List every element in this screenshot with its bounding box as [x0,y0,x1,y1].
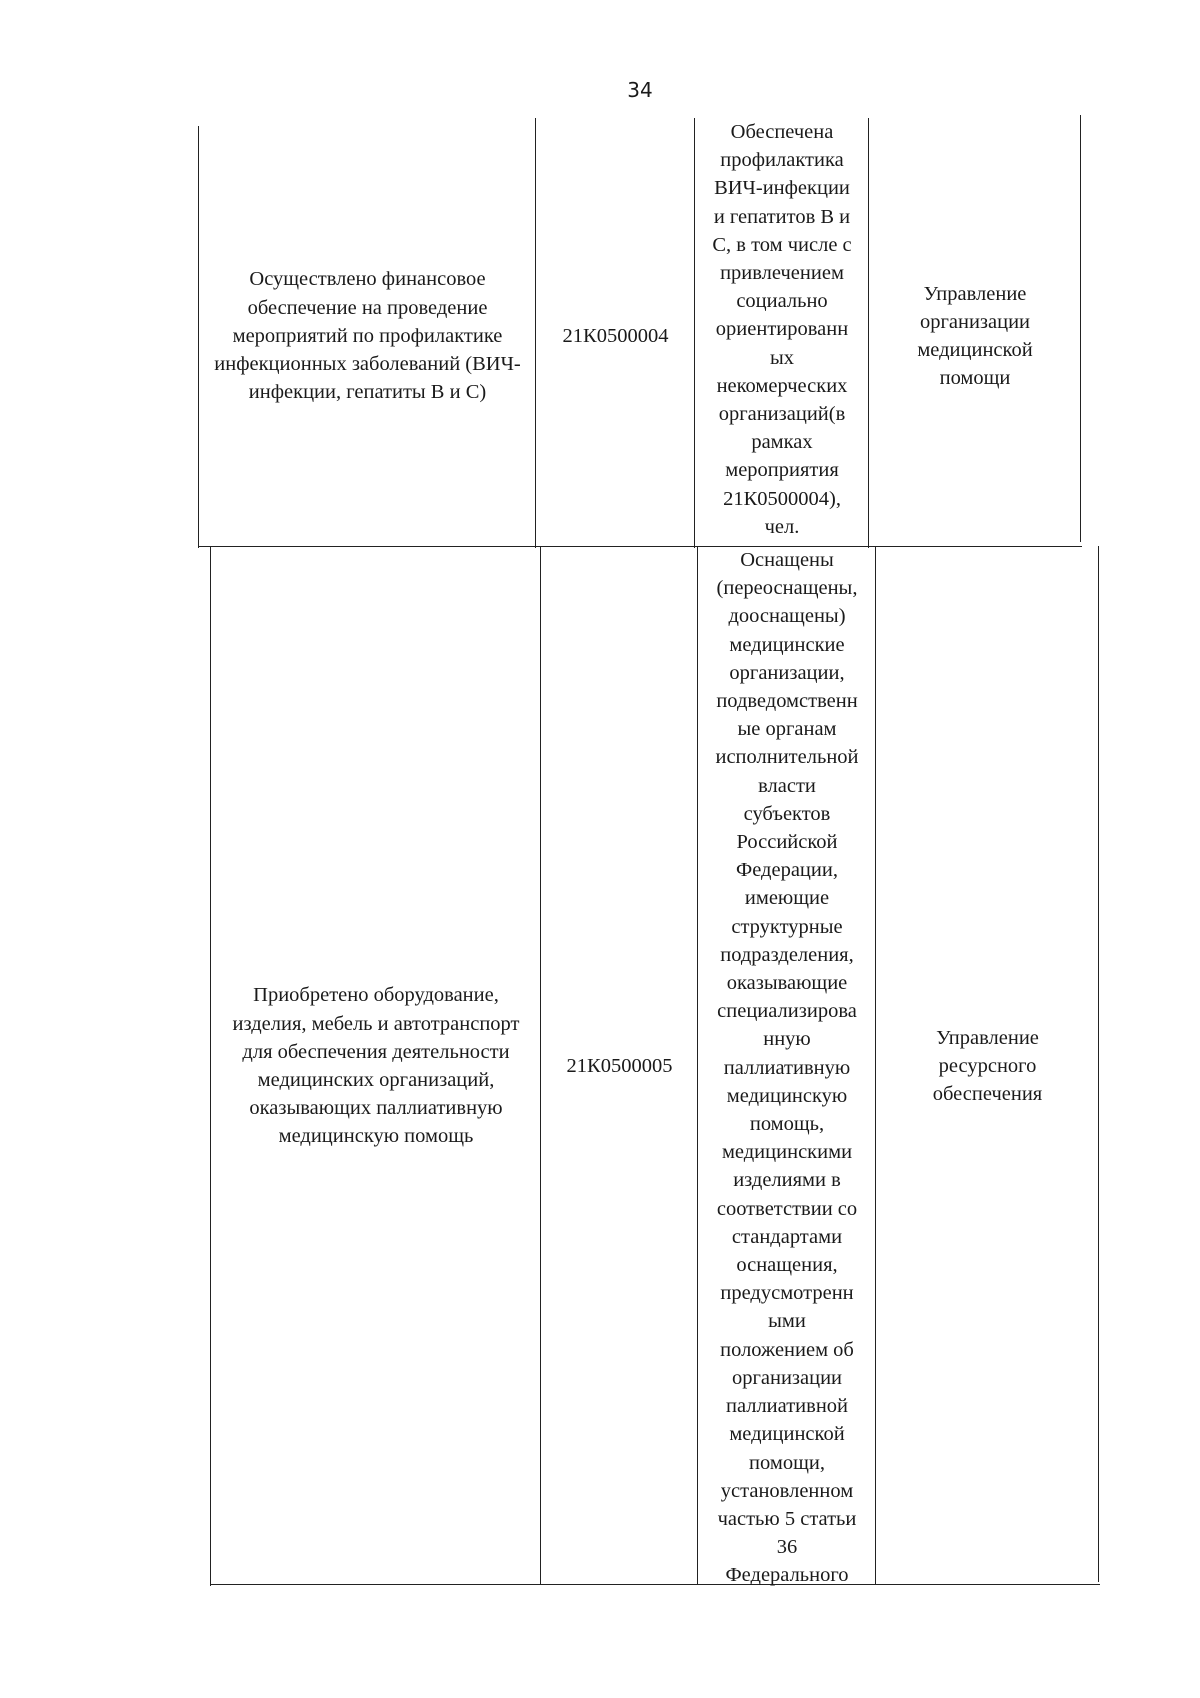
indicator-line: Российской [736,831,838,854]
code-text: 21К0500004 [562,324,669,347]
table-divider [868,118,869,548]
indicator-line: помощь, [749,1113,825,1136]
responsible-text: Управление ресурсного обеспечения [932,1026,1043,1106]
row-separator [198,546,1082,547]
indicator-line: нную [763,1028,811,1051]
table-border-left [198,126,199,548]
indicator-text [712,118,851,541]
responsible-text: Управление организации медицинской помощи [917,282,1033,390]
indicator-line: ые органам [737,718,837,741]
indicator-line: положением об [720,1338,854,1361]
indicator-cell [696,118,868,546]
code-cell [537,126,694,546]
indicator-line: изделиями в [733,1169,841,1192]
indicator-cell [699,546,875,1587]
indicator-line: подразделения, [720,943,854,966]
table-border-left [210,546,211,1586]
indicator-line: некомерческих [716,374,848,397]
indicator-line: профилактика [720,149,844,172]
indicator-line: медицинскими [721,1141,853,1164]
indicator-line: медицинской [729,1423,845,1446]
table-border-right [1098,546,1099,1582]
indicator-line: стандартами [731,1225,843,1248]
indicator-line: Федерации, [736,859,838,882]
indicator-line: подведомственн [716,690,858,713]
indicator-line: ыми [768,1310,806,1333]
indicator-line: ВИЧ-инфекции [714,177,850,200]
indicator-line: мероприятия [725,459,839,482]
indicator-line: медицинские [729,633,845,656]
indicator-line: паллиативной [725,1395,849,1418]
indicator-line: 36 [776,1536,798,1559]
indicator-line: оснащения, [736,1254,838,1277]
table-border-bottom [210,1584,1100,1585]
indicator-line: и гепатитов В и [713,205,851,228]
indicator-line: предусмотренн [720,1282,854,1305]
code-cell [542,548,697,1584]
indicator-line: паллиативную [723,1056,851,1079]
indicator-line: ых [769,346,795,369]
result-cell: Приобретено оборудование, изделия, мебель и автотранспорт для обеспечения деятельности медицинских организаций, оказывающих паллиативную медицинскую помощь [232,984,520,1148]
indicator-line: организации, [729,661,845,684]
page-number: 34 [627,78,653,102]
indicator-line: чел. [764,515,800,538]
indicator-line: исполнительной [715,746,859,769]
indicator-line: Оснащены [740,549,834,571]
code-text: 21К0500005 [566,1054,673,1077]
indicator-line: структурные [731,915,843,938]
table-divider [535,118,536,548]
indicator-line: организаций(в [718,403,846,426]
indicator-text [715,546,858,1590]
indicator-line: помощи, [749,1451,825,1474]
indicator-line: дооснащены) [728,605,846,628]
table-row [200,126,535,546]
indicator-line: частью 5 статьи [717,1507,857,1530]
indicator-line: установленном [720,1479,854,1502]
table-row [212,548,540,1584]
table-divider [540,546,541,1584]
indicator-line: медицинскую [726,1084,848,1107]
table-divider [875,546,876,1584]
indicator-line: специализирова [717,1000,857,1023]
indicator-line: имеющие [744,887,830,910]
table-divider [694,118,695,548]
indicator-line: Федерального [725,1564,849,1587]
indicator-line: рамках [751,431,813,454]
responsible-cell [877,548,1098,1584]
indicator-line: соответствии со [716,1197,858,1220]
indicator-line: социально [736,290,828,313]
indicator-line: власти [758,774,816,797]
indicator-line: привлечением [720,262,844,285]
result-cell: Осуществлено финансовое обеспечение на проведение мероприятий по профилактике инфекционных заболеваний (ВИЧ-инфекции, гепатиты В и С) [214,268,521,404]
responsible-cell [870,126,1080,546]
indicator-line: ориентированн [715,318,849,341]
table-border-right [1080,115,1081,542]
indicator-line: (переоснащены, [716,577,858,600]
indicator-line: 21К0500004), [723,487,841,510]
indicator-line: оказывающие [726,972,848,995]
table-divider [697,546,698,1584]
indicator-line: организации [731,1366,843,1389]
indicator-line: Обеспечена [730,121,834,143]
indicator-line: С, в том числе с [712,233,852,256]
indicator-line: субъектов [743,802,831,825]
